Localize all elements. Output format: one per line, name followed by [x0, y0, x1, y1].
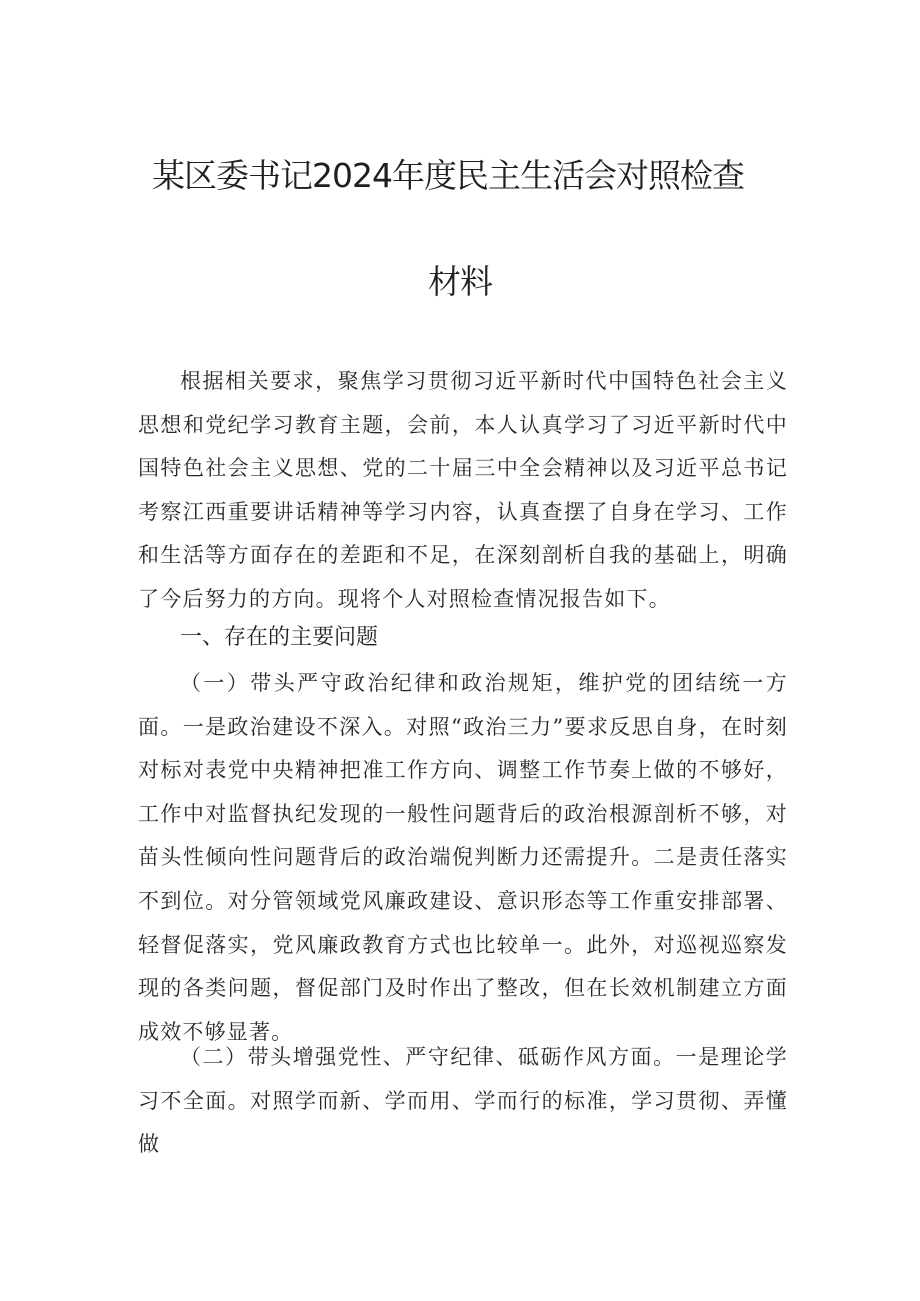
- document-title-line-1: 某区委书记2024年度民主生活会对照检查: [152, 156, 744, 195]
- intro-paragraph: 根据相关要求，聚焦学习贯彻习近平新时代中国特色社会主义思想和党纪学习教育主题，会前，本人认真学习了习近平新时代中国特色社会主义思想、党的二十届三中全会精神以及习近平总书记考察江西重要讲话精神等学习内容，认真查摆了自身在学习、工作和生活等方面存在的差距和不足，在深刻剖析自我的基础上，明确了今后努力的方向。现将个人对照检查情况报告如下。: [138, 369, 788, 611]
- document-title-line-2: 材料: [428, 262, 492, 301]
- body-paragraph-1: （一）带头严守政治纪律和政治规矩，维护党的团结统一方面。一是政治建设不深入。对照“政治三力”要求反思自身，在时刻对标对表党中央精神把准工作方向、调整工作节奏上做的不够好，工作中对监督执纪发现的一般性问题背后的政治根源剖析不够，对苗头性倾向性问题背后的政治端倪判断力还需提升。二是责任落实不到位。对分管领域党风廉政建设、意识形态等工作重安排部署、轻督促落实，党风廉政教育方式也比较单一。此外，对巡视巡察发现的各类问题，督促部门及时作出了整改，但在长效机制建立方面成效不够显著。: [138, 671, 788, 1044]
- body-paragraph-2: （二）带头增强党性、严守纪律、砥砺作风方面。一是理论学习不全面。对照学而新、学而用、学而行的标准，学习贯彻、弄懂做: [138, 1045, 788, 1157]
- section-heading: 一、存在的主要问题: [180, 625, 379, 650]
